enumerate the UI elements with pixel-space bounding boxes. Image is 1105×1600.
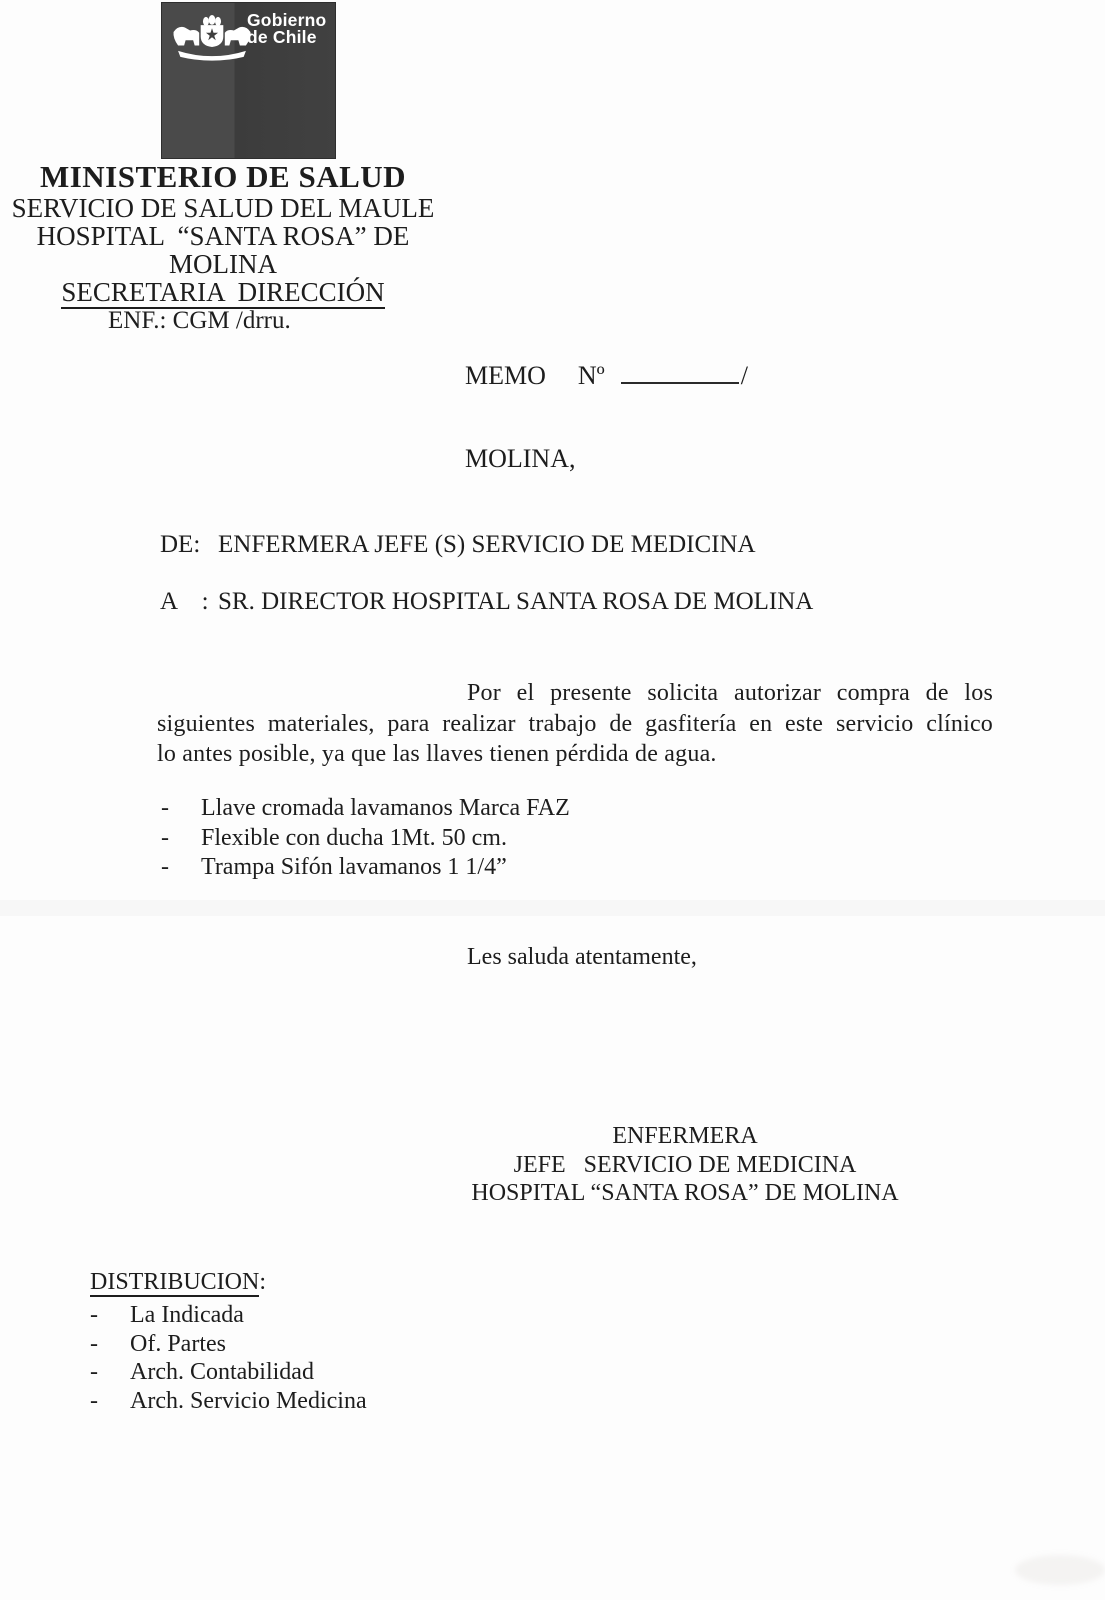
from-line [160,531,756,559]
letterhead-ministry: MINISTERIO DE SALUD [39,159,407,194]
list-item-text: Llave cromada lavamanos Marca FAZ [201,795,570,821]
to-label: A : [160,588,209,615]
gobierno-de-chile-logo [161,2,336,159]
paragraph-line: siguientes materiales, para realizar trabajo de gasfitería en este servicio clínico [157,710,993,737]
distribution-section [90,1268,367,1416]
paragraph-line: lo antes posible, ya que las llaves tienen pérdida de agua. [157,741,717,767]
letterhead-office-text: SECRETARIA DIRECCIÓN [61,277,385,307]
city-date-line: MOLINA, [465,444,576,473]
list-item-text: Flexible con ducha 1Mt. 50 cm. [201,824,507,851]
distribution-item-text: Of. Partes [130,1330,226,1357]
distribution-item [90,1387,367,1416]
list-item [161,794,570,824]
memo-number-label: Nº [577,361,605,390]
distribution-title: DISTRIBUCION [90,1269,260,1295]
dash-bullet: - [161,854,169,880]
list-item [161,853,570,883]
letterhead-office [0,278,446,306]
materials-list [161,794,570,883]
distribution-item-text: La Indicada [130,1301,244,1328]
logo-wordmark-line2: de Chile [247,26,317,47]
list-item [161,824,570,854]
paragraph-line: Por el presente solicita autorizar compra de los [467,680,993,706]
list-item-text: Trampa Sifón lavamanos 1 1/4” [201,854,507,880]
memo-label: MEMO [465,361,546,390]
dash-bullet: - [161,795,169,821]
logo-wordmark [247,12,326,45]
dash-bullet: - [90,1388,98,1415]
memo-number-line [465,358,748,391]
dash-bullet: - [90,1301,98,1328]
distribution-item-text: Arch. Servicio Medicina [130,1388,367,1415]
body-paragraph [157,678,993,770]
dash-bullet: - [90,1330,98,1357]
to-line [160,588,813,616]
logo-wordmark-line1: Gobierno [247,10,327,30]
from-value: ENFERMERA JEFE (S) SERVICIO DE MEDICINA [218,531,756,558]
letterhead-service: SERVICIO DE SALUD DEL MAULE [11,193,435,223]
signature-block [420,1122,950,1208]
memo-slash: / [740,361,748,390]
dash-bullet: - [161,824,169,851]
signature-title: ENFERMERA [612,1123,758,1149]
scan-artifact [1015,1555,1105,1585]
distribution-title-row [90,1268,367,1297]
closing-salutation: Les saluda atentamente, [467,944,697,970]
distribution-item [90,1358,367,1387]
letterhead-hospital: HOSPITAL “SANTA ROSA” DE MOLINA [36,221,417,279]
from-label: DE: [160,531,201,558]
distribution-colon: : [259,1269,267,1295]
dash-bullet: - [90,1359,98,1386]
letterhead-reference: ENF.: CGM /drru. [108,307,291,334]
signature-org: HOSPITAL “SANTA ROSA” DE MOLINA [471,1180,899,1206]
memo-number-blank [621,358,739,384]
distribution-item-text: Arch. Contabilidad [130,1359,314,1386]
distribution-item [90,1330,367,1359]
scan-artifact [0,900,1105,916]
letterhead [0,160,446,335]
to-value: SR. DIRECTOR HOSPITAL SANTA ROSA DE MOLINA [218,588,814,615]
distribution-item [90,1301,367,1330]
signature-role: JEFE SERVICIO DE MEDICINA [513,1151,857,1178]
